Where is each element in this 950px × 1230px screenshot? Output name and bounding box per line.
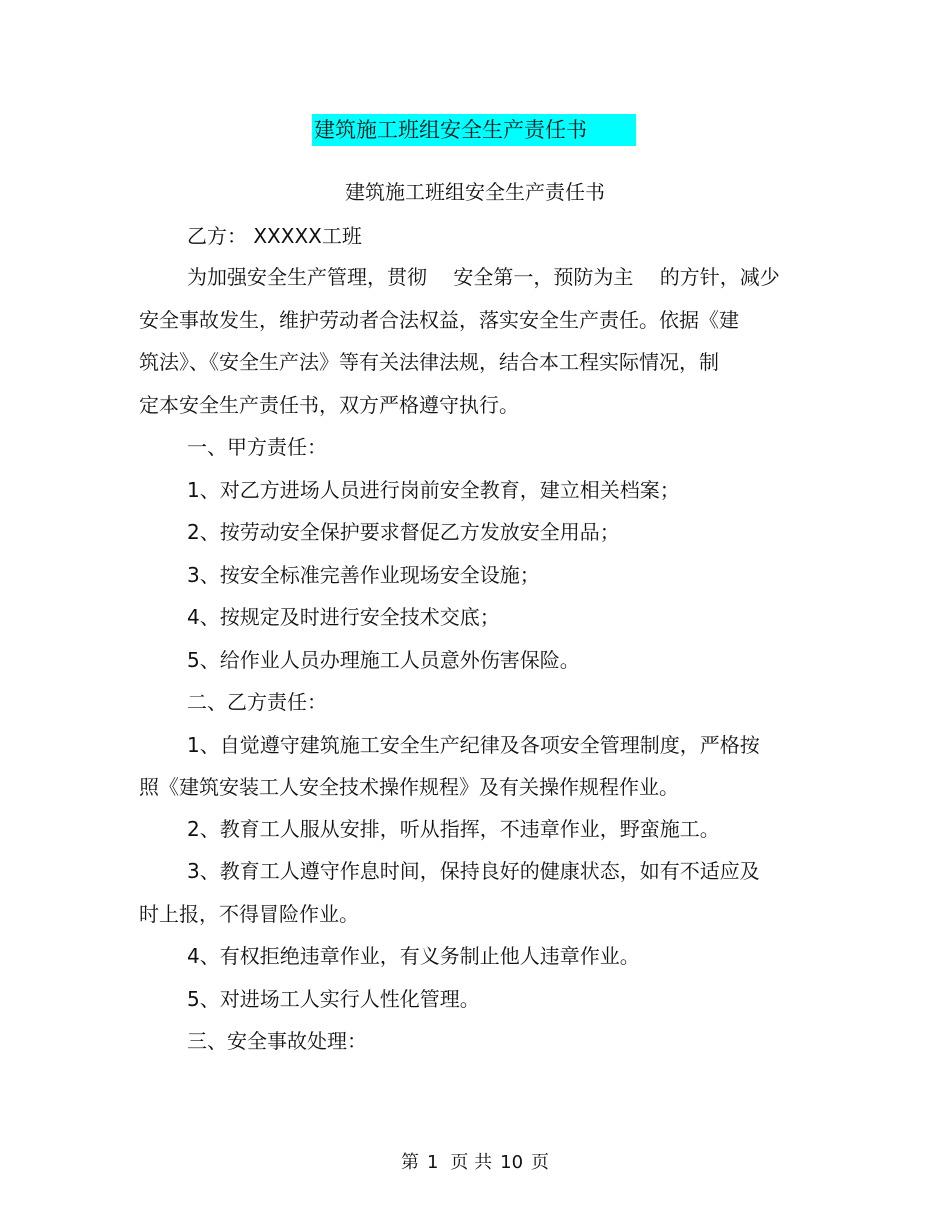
document-subtitle: 建筑施工班组安全生产责任书 xyxy=(345,180,605,204)
paragraph-line: 筑法》、《安全生产法》等有关法律法规，结合本工程实际情况，制 xyxy=(139,350,719,374)
section-heading: 一、甲方责任： xyxy=(187,435,327,459)
list-item: 4、按规定及时进行安全技术交底； xyxy=(187,605,500,629)
footer-suffix: 页 xyxy=(531,1152,550,1173)
list-item: 1、自觉遵守建筑施工安全生产纪律及各项安全管理制度，严格按 xyxy=(187,733,760,757)
highlighted-title: 建筑施工班组安全生产责任书 xyxy=(312,114,636,146)
footer-middle: 页 共 xyxy=(450,1152,493,1173)
list-item-continuation: 时上报，不得冒险作业。 xyxy=(139,902,359,926)
section-heading: 二、乙方责任： xyxy=(187,690,327,714)
footer-page-number: 1 xyxy=(426,1152,439,1173)
list-item: 2、教育工人服从安排，听从指挥，不违章作业，野蛮施工。 xyxy=(187,817,720,841)
list-item: 5、给作业人员办理施工人员意外伤害保险。 xyxy=(187,648,580,672)
page-footer xyxy=(0,1150,950,1176)
list-item: 3、教育工人遵守作息时间，保持良好的健康状态，如有不适应及 xyxy=(187,859,760,883)
list-item: 3、按安全标准完善作业现场安全设施； xyxy=(187,563,540,587)
list-item-continuation: 照《建筑安装工人安全技术操作规程》及有关操作规程作业。 xyxy=(139,775,679,799)
list-item: 5、对进场工人实行人性化管理。 xyxy=(187,987,480,1011)
footer-prefix: 第 xyxy=(400,1152,419,1173)
section-heading: 三、安全事故处理： xyxy=(187,1029,367,1053)
party-b-line: 乙方： XXXXX工班 xyxy=(187,224,362,248)
list-item: 4、有权拒绝违章作业，有义务制止他人违章作业。 xyxy=(187,944,640,968)
list-item: 2、按劳动安全保护要求督促乙方发放安全用品； xyxy=(187,520,620,544)
list-item: 1、对乙方进场人员进行岗前安全教育，建立相关档案； xyxy=(187,478,680,502)
footer-total-pages: 10 xyxy=(500,1152,524,1173)
paragraph-line: 为加强安全生产管理，贯彻 安全第一，预防为主 的方针，减少 xyxy=(187,265,780,289)
paragraph-line: 安全事故发生，维护劳动者合法权益，落实安全生产责任。依据《建 xyxy=(139,308,739,332)
paragraph-line: 定本安全生产责任书，双方严格遵守执行。 xyxy=(139,393,519,417)
